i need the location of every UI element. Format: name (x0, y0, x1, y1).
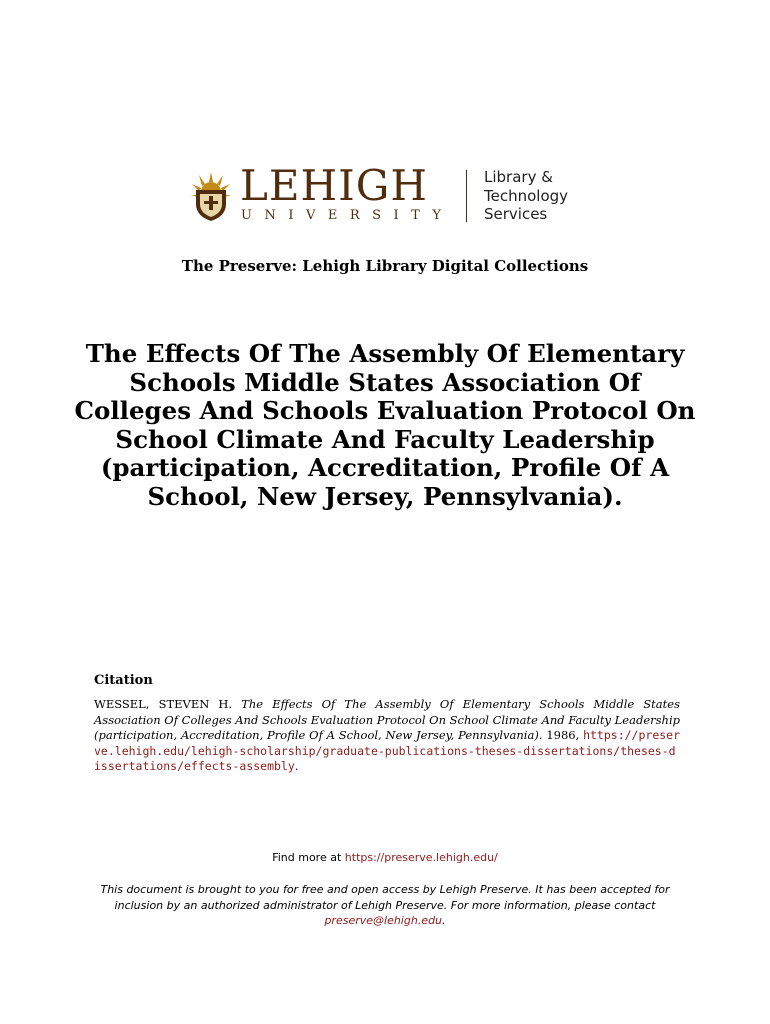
access-note (100, 882, 670, 929)
citation-title: The Effects Of The Assembly Of Elementary Schools Middle States Association Of Colleges And Schools Evaluation Protocol On School Climate And Faculty Leadership (participation, Accreditation, Profile Of A School, New Jersey, Pennsylvania). (94, 697, 680, 743)
lts-line-1: Library & (484, 168, 553, 186)
citation-section (94, 673, 680, 775)
logo-divider (466, 170, 467, 222)
library-technology-services (484, 168, 568, 224)
access-note-text: This document is brought to you for free and open access by Lehigh Preserve. It has been accepted for inclusion by an authorized administrator of Lehigh Preserve. For more information, please contact (100, 883, 670, 912)
find-more-prefix: Find more at (272, 851, 342, 864)
contact-email-link[interactable]: preserve@lehigh.edu (324, 914, 443, 927)
citation-end: . (294, 759, 299, 774)
wordmark-university: UNIVERSITY (241, 208, 454, 223)
lehigh-logo (190, 161, 590, 228)
citation-year: 1986, (546, 728, 580, 743)
citation-body (94, 697, 680, 775)
lts-line-2: Technology (484, 186, 569, 205)
citation-heading: Citation (94, 673, 153, 688)
citation-author: WESSEL, STEVEN H. (94, 697, 233, 711)
lts-line-3: Services (484, 205, 548, 223)
wordmark: LEHIGH (240, 161, 428, 210)
citation-link[interactable]: https://preserve.lehigh.edu/lehigh-scholarship/graduate-publications-theses-dissertations/theses-dissertations/effects-assembly (94, 728, 681, 774)
document-title: The Effects Of The Assembly Of Elementary Schools Middle States Association Of Colleges And Schools Evaluation Protocol On School Climate And Faculty Leadership (participation, Accreditation, Profile Of A School, New Jersey, Pennsylvania). (74, 339, 696, 511)
find-more (0, 850, 770, 866)
collection-heading: The Preserve: Lehigh Library Digital Collections (181, 257, 589, 275)
find-more-link[interactable]: https://preserve.lehigh.edu/ (344, 851, 498, 864)
lehigh-seal-icon (190, 170, 232, 222)
access-note-end: . (442, 914, 446, 927)
